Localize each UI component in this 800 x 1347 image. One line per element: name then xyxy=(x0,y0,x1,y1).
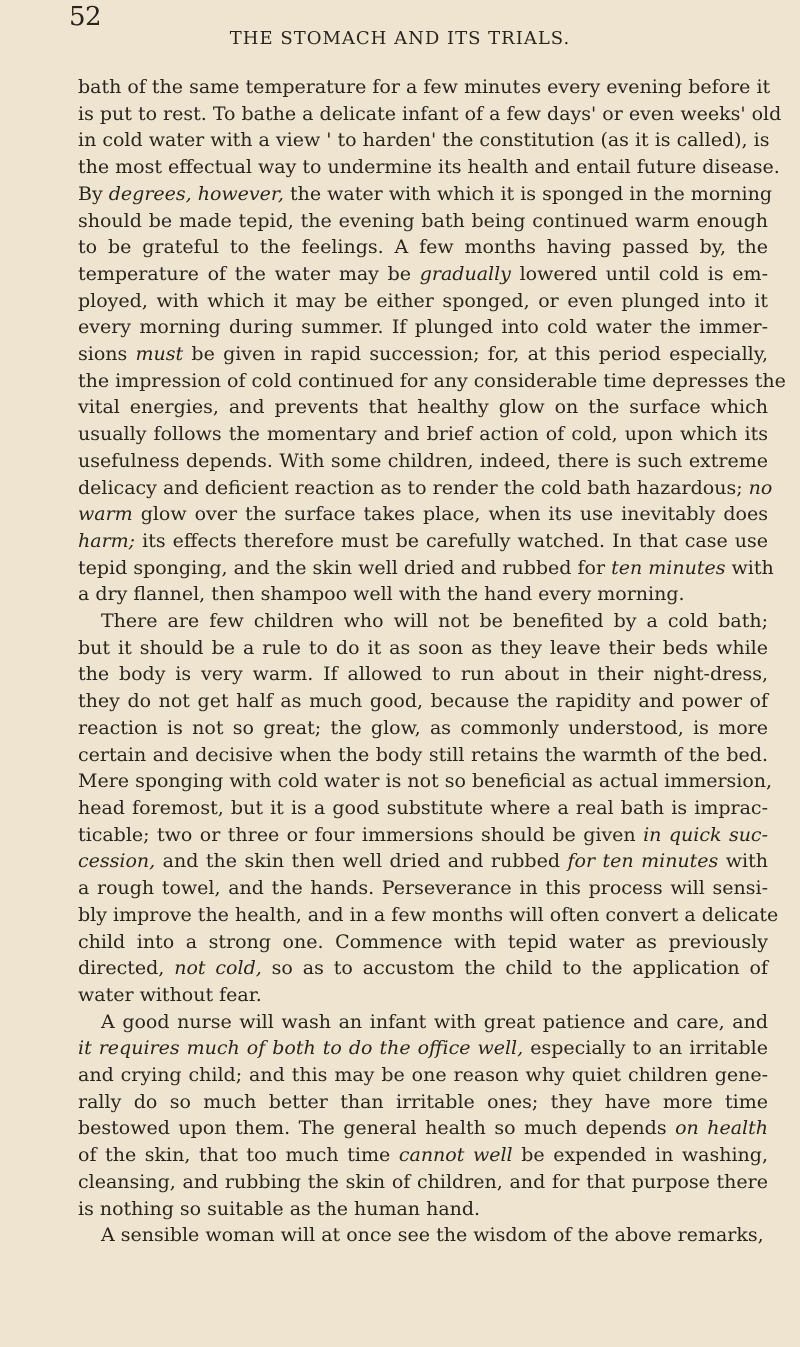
text-line: warm glow over the surface takes place, when its use inevitably does xyxy=(78,503,768,526)
text-line: water without fear. xyxy=(78,983,262,1006)
text-line: is put to rest. To bathe a delicate infant of a few days' or even weeks' old xyxy=(78,102,782,125)
text-line: rally do so much better than irritable ones; they have more time xyxy=(78,1090,768,1113)
text-line: By degrees, however, the water with which it is sponged in the morning xyxy=(78,182,773,205)
text-line: ticable; two or three or four immersions should be given in quick suc- xyxy=(78,823,768,846)
text-line: Mere sponging with cold water is not so beneficial as actual immersion, xyxy=(78,770,773,793)
text-line: a dry flannel, then shampoo well with the hand every morning. xyxy=(78,583,685,606)
text-line: There are few children who will not be benefited by a cold bath; xyxy=(101,610,768,633)
body-text xyxy=(78,74,786,1249)
text-line: tepid sponging, and the skin well dried and rubbed for ten minutes with xyxy=(78,556,774,579)
text-line: directed, not cold, so as to accustom the child to the application of xyxy=(78,957,768,980)
text-line: they do not get half as much good, because the rapidity and power of xyxy=(78,690,768,713)
text-line: of the skin, that too much time cannot well be expended in washing, xyxy=(78,1144,768,1167)
running-head: THE STOMACH AND ITS TRIALS. xyxy=(229,28,571,49)
text-line: usefulness depends. With some children, indeed, there is such extreme xyxy=(78,449,768,472)
text-line: it requires much of both to do the office well, especially to an irritable xyxy=(78,1037,768,1060)
text-line: A good nurse will wash an infant with great patience and care, and xyxy=(101,1010,768,1033)
text-line: harm; its effects therefore must be carefully watched. In that case use xyxy=(78,529,768,552)
text-line: in cold water with a view ' to harden' the constitution (as it is called), is xyxy=(78,129,770,152)
text-line: to be grateful to the feelings. A few months having passed by, the xyxy=(78,236,768,259)
text-line: cession, and the skin then well dried and rubbed for ten minutes with xyxy=(78,850,769,873)
text-line: temperature of the water may be gradually lowered until cold is em- xyxy=(78,262,768,285)
text-line: is nothing so suitable as the human hand. xyxy=(78,1197,481,1220)
text-line: bly improve the health, and in a few months will often convert a delicate xyxy=(78,903,779,926)
text-line: delicacy and deficient reaction as to render the cold bath hazardous; no xyxy=(78,476,773,499)
text-line: every morning during summer. If plunged into cold water the immer- xyxy=(78,316,768,339)
text-line: bath of the same temperature for a few minutes every evening before it xyxy=(78,76,771,98)
text-line: ployed, with which it may be either sponged, or even plunged into it xyxy=(78,289,768,312)
text-line: A sensible woman will at once see the wisdom of the above remarks, xyxy=(101,1224,764,1247)
text-line: the most effectual way to undermine its health and entail future disease. xyxy=(78,156,780,179)
text-line: and crying child; and this may be one reason why quiet children gene- xyxy=(78,1064,768,1087)
text-line: child into a strong one. Commence with tepid water as previously xyxy=(78,930,768,953)
text-line: cleansing, and rubbing the skin of children, and for that purpose there xyxy=(78,1170,768,1193)
text-line: the impression of cold continued for any considerable time depresses the xyxy=(78,369,786,392)
text-line: bestowed upon them. The general health so much depends on health xyxy=(78,1117,768,1140)
text-line: vital energies, and prevents that healthy glow on the surface which xyxy=(78,396,768,419)
text-line: the body is very warm. If allowed to run about in their night-dress, xyxy=(78,663,768,686)
text-line: should be made tepid, the evening bath being continued warm enough xyxy=(78,209,768,232)
text-line: sions must be given in rapid succession; for, at this period especially, xyxy=(78,343,768,366)
text-line: certain and decisive when the body still retains the warmth of the bed. xyxy=(78,743,768,766)
text-line: usually follows the momentary and brief action of cold, upon which its xyxy=(78,423,768,446)
page-number: 52 xyxy=(69,2,102,32)
text-line: reaction is not so great; the glow, as commonly understood, is more xyxy=(78,716,768,739)
text-line: head foremost, but it is a good substitute where a real bath is imprac- xyxy=(78,796,768,819)
text-line: a rough towel, and the hands. Perseverance in this process will sensi- xyxy=(78,877,768,900)
text-line: but it should be a rule to do it as soon as they leave their beds while xyxy=(78,636,768,659)
